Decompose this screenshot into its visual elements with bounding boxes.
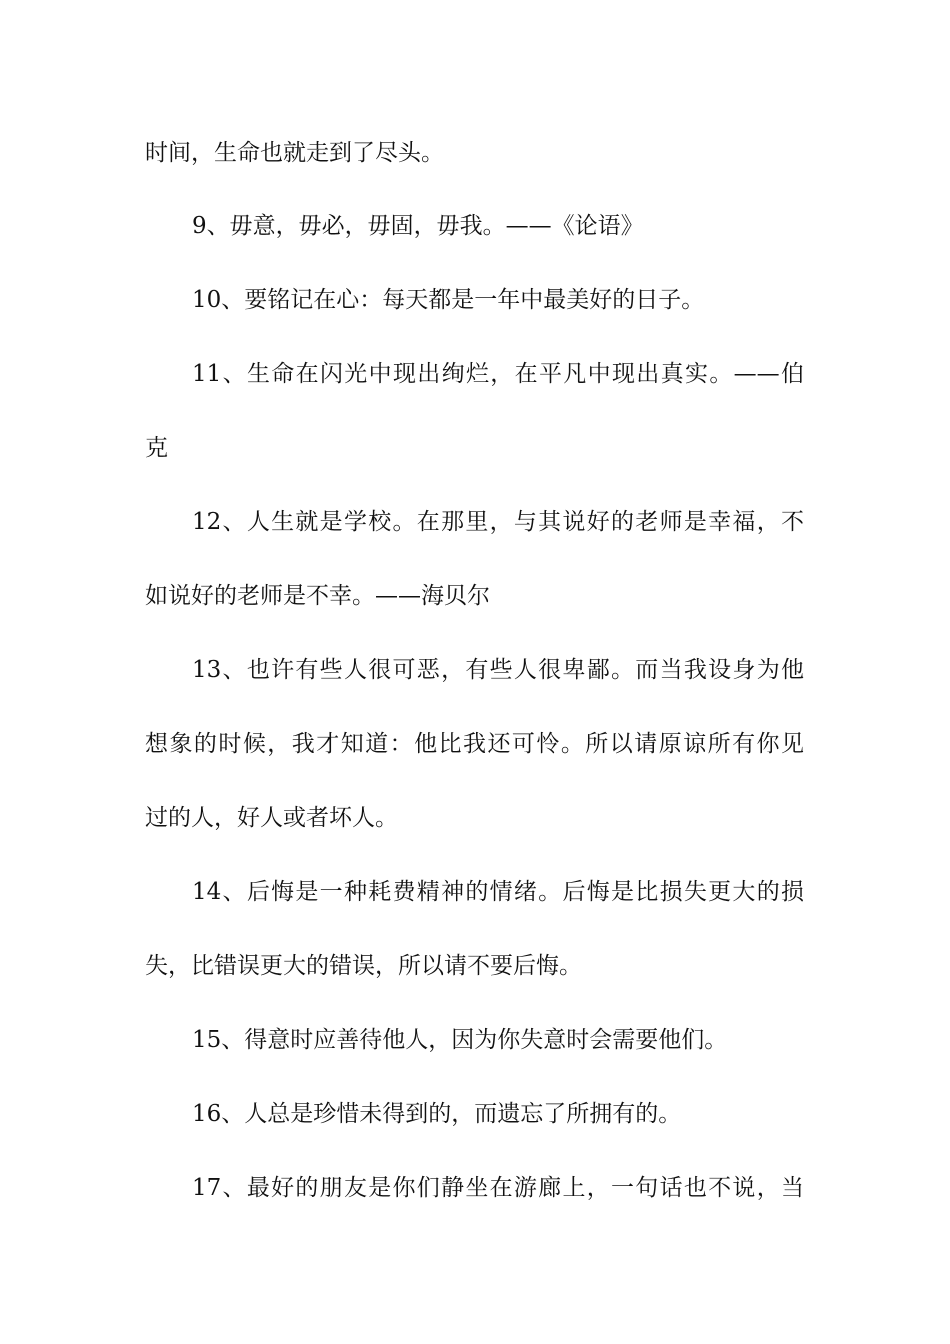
quote-15: 15、得意时应善待他人，因为你失意时会需要他们。 xyxy=(192,1027,728,1053)
text-line-continuation: 时间，生命也就走到了尽头。 xyxy=(145,140,444,166)
quote-14-line-2: 失，比错误更大的错误，所以请不要后悔。 xyxy=(145,953,582,979)
quote-9: 9、毋意，毋必，毋固，毋我。——《论语》 xyxy=(192,213,644,239)
quote-12-line-1: 12、人生就是学校。在那里，与其说好的老师是幸福，不 xyxy=(192,509,804,535)
quote-17-line-1: 17、最好的朋友是你们静坐在游廊上，一句话也不说，当 xyxy=(192,1175,804,1201)
quote-13-line-2: 想象的时候，我才知道：他比我还可怜。所以请原谅所有你见 xyxy=(145,731,804,757)
quote-13-line-3: 过的人，好人或者坏人。 xyxy=(145,805,398,831)
quote-12-line-2: 如说好的老师是不幸。——海贝尔 xyxy=(145,583,490,609)
quote-14-line-1: 14、后悔是一种耗费精神的情绪。后悔是比损失更大的损 xyxy=(192,879,804,905)
quote-10: 10、要铭记在心：每天都是一年中最美好的日子。 xyxy=(192,287,705,313)
quote-11-line-2: 克 xyxy=(145,435,168,461)
quote-13-line-1: 13、也许有些人很可恶，有些人很卑鄙。而当我设身为他 xyxy=(192,657,804,683)
quote-16: 16、人总是珍惜未得到的，而遗忘了所拥有的。 xyxy=(192,1101,682,1127)
quote-11-line-1: 11、生命在闪光中现出绚烂，在平凡中现出真实。——伯 xyxy=(192,361,804,387)
